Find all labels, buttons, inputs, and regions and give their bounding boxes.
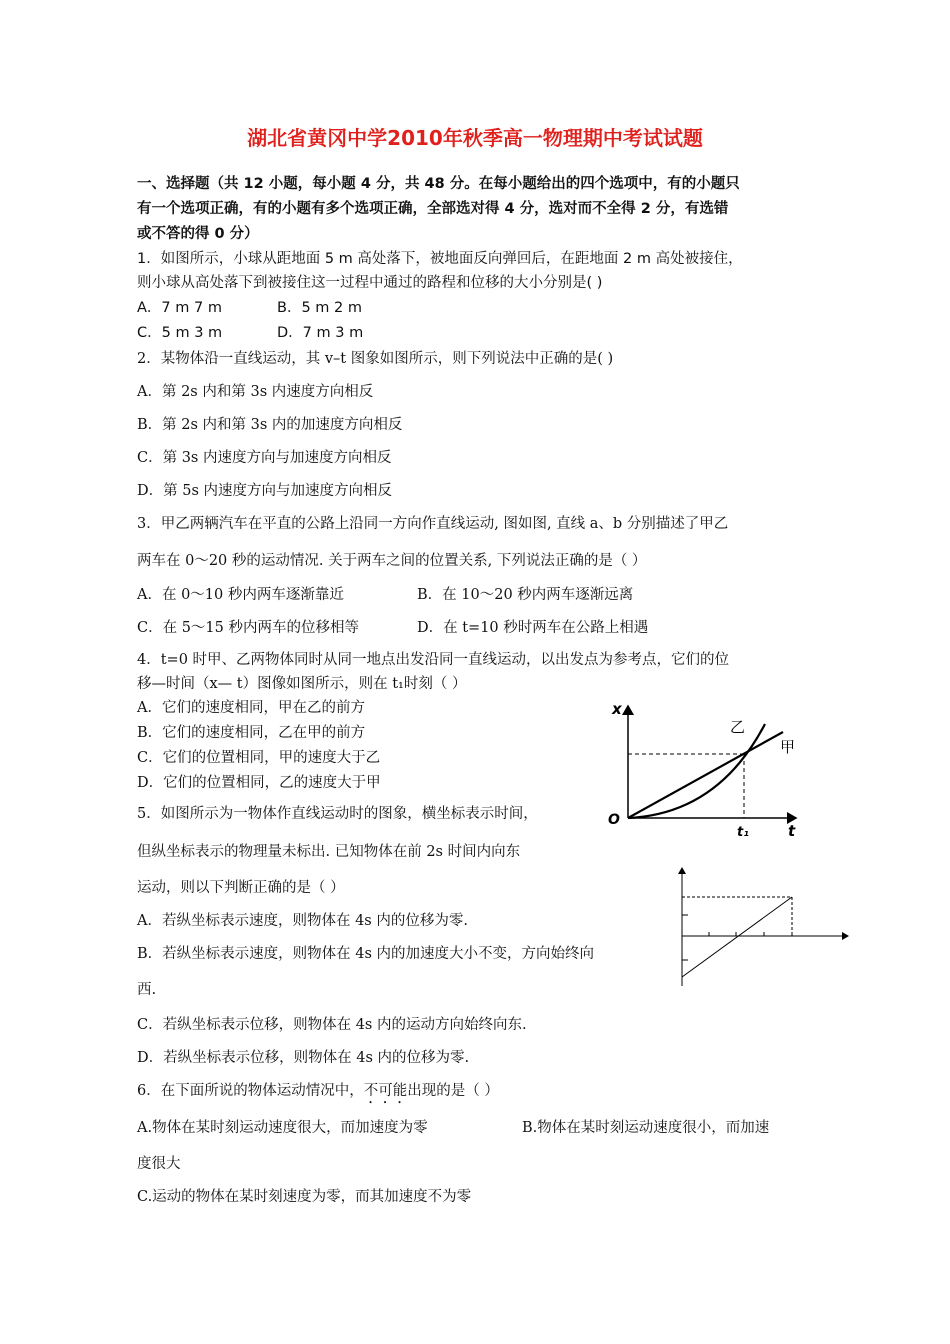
q6-option-c: C.运动的物体在某时刻速度为零，而其加速度不为零 xyxy=(137,1189,472,1205)
q5-option-d: D．若纵坐标表示位移，则物体在 4s 内的位移为零. xyxy=(137,1050,470,1066)
q5-data-line xyxy=(682,897,792,977)
q6-stem xyxy=(137,1081,499,1107)
q2-option-d: D．第 5s 内速度方向与加速度方向相反 xyxy=(137,483,393,499)
q5-option-c: C．若纵坐标表示位移，则物体在 4s 内的运动方向始终向东. xyxy=(137,1017,527,1033)
q3-option-a: A．在 0～10 秒内两车逐渐靠近 xyxy=(137,587,344,603)
q2-stem: 2．某物体沿一直线运动，其 v–t 图象如图所示，则下列说法中正确的是( ) xyxy=(137,351,614,367)
q3-option-c: C．在 5～15 秒内两车的位移相等 xyxy=(137,620,359,636)
q5-graph xyxy=(668,862,852,994)
q6-option-b-line-2: 度很大 xyxy=(137,1156,181,1172)
q4-option-a: A．它们的速度相同，甲在乙的前方 xyxy=(137,700,365,716)
q6-option-b-line-1: B.物体在某时刻运动速度很小，而加速 xyxy=(522,1120,770,1136)
q4-t1-label: t₁ xyxy=(737,825,749,840)
section-instructions-line-3: 或不答的得 0 分） xyxy=(137,226,259,242)
q4-jia-label: 甲 xyxy=(780,738,796,756)
q4-xt-graph xyxy=(598,696,810,842)
q3-stem-line-1: 3．甲乙两辆汽车在平直的公路上沿同一方向作直线运动, 图如图, 直线 a、b 分别描述了甲乙 xyxy=(137,516,729,532)
q2-option-a: A．第 2s 内和第 3s 内速度方向相反 xyxy=(137,384,374,400)
q4-x-axis-label: x xyxy=(612,700,622,718)
q4-option-c: C．它们的位置相同，甲的速度大于乙 xyxy=(137,750,381,766)
q1-option-c: C．5 m 3 m xyxy=(137,325,223,341)
q4-t-axis-label: t xyxy=(788,822,796,840)
q3-stem-line-2: 两车在 0～20 秒的运动情况. 关于两车之间的位置关系, 下列说法正确的是（ ） xyxy=(137,553,647,569)
q2-option-c: C．第 3s 内速度方向与加速度方向相反 xyxy=(137,450,392,466)
q5-option-a: A．若纵坐标表示速度，则物体在 4s 内的位移为零. xyxy=(137,913,468,929)
q4-option-b: B．它们的速度相同，乙在甲的前方 xyxy=(137,725,366,741)
q3-option-b: B．在 10～20 秒内两车逐渐远离 xyxy=(417,587,634,603)
q2-option-b: B．第 2s 内和第 3s 内的加速度方向相反 xyxy=(137,417,403,433)
section-instructions-line-1: 一、选择题（共 12 小题，每小题 4 分，共 48 分。在每小题给出的四个选项中，有的小题只 xyxy=(137,176,740,192)
q6-stem-pre: 6．在下面所说的物体运动情况中， xyxy=(137,1083,364,1099)
page-title: 湖北省黄冈中学2010年秋季高一物理期中考试试题 xyxy=(247,126,703,150)
q5-stem-line-1: 5．如图所示为一物体作直线运动时的图象，横坐标表示时间， xyxy=(137,806,538,822)
q4-stem-line-2: 移—时间（x— t）图像如图所示，则在 t₁时刻（ ） xyxy=(137,676,467,692)
q6-stem-post: 出现的是（ ） xyxy=(407,1083,499,1099)
q5-option-b-line-2: 西. xyxy=(137,982,157,998)
q4-stem-line-1: 4．t=0 时甲、乙两物体同时从同一地点出发沿同一直线运动，以出发点为参考点，它们的位 xyxy=(137,652,730,668)
section-instructions-line-2: 有一个选项正确，有的小题有多个选项正确，全部选对得 4 分，选对而不全得 2 分，有选错 xyxy=(137,201,729,217)
q3-option-d: D．在 t=10 秒时两车在公路上相遇 xyxy=(417,620,649,636)
q6-stem-emphasis: 不可能 xyxy=(363,1083,408,1099)
q1-option-b: B．5 m 2 m xyxy=(277,300,362,316)
q1-stem-line-2: 则小球从高处落下到被接住这一过程中通过的路程和位移的大小分别是( ) xyxy=(137,275,603,291)
q1-stem-line-1: 1．如图所示，小球从距地面 5 m 高处落下，被地面反向弹回后，在距地面 2 m 高处被接住， xyxy=(137,251,743,267)
q4-option-d: D．它们的位置相同，乙的速度大于甲 xyxy=(137,775,381,791)
q6-option-a: A.物体在某时刻运动速度很大，而加速度为零 xyxy=(137,1120,428,1136)
q5-option-b-line-1: B．若纵坐标表示速度，则物体在 4s 内的加速度大小不变，方向始终向 xyxy=(137,946,595,962)
q4-yi-label: 乙 xyxy=(730,718,746,736)
q4-origin-label: O xyxy=(608,812,620,828)
q5-stem-line-3: 运动，则以下判断正确的是（ ） xyxy=(137,880,345,896)
q5-stem-line-2: 但纵坐标表示的物理量未标出. 已知物体在前 2s 时间内向东 xyxy=(137,844,521,860)
q4-jia-line xyxy=(628,732,783,818)
q1-option-a: A．7 m 7 m xyxy=(137,300,222,316)
q1-option-d: D．7 m 3 m xyxy=(277,325,364,341)
